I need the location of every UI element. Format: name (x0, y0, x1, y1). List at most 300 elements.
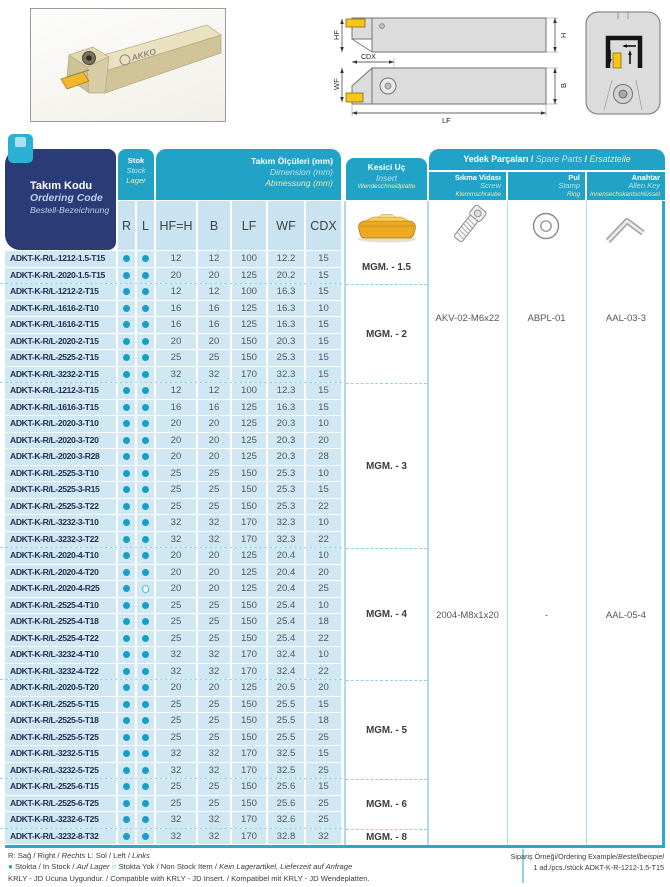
stock-dot (123, 338, 130, 345)
row-cell-l (137, 779, 154, 795)
row-code: ADKT-K-R/L-2020-2-T15 (5, 334, 116, 350)
stock-dot (142, 453, 149, 460)
row-cell-cdx: 15 (306, 268, 341, 284)
row-code: ADKT-K-R/L-2020-4-R25 (5, 581, 116, 597)
stock-dot (142, 618, 149, 625)
row-cell-b: 32 (198, 812, 230, 828)
row-cell-l (137, 334, 154, 350)
stock-header (118, 149, 154, 200)
row-cell-lf: 170 (232, 515, 266, 531)
row-cell-b: 16 (198, 301, 230, 317)
row-cell-cdx: 28 (306, 449, 341, 465)
row-code: ADKT-K-R/L-2525-6-T25 (5, 796, 116, 812)
row-cell-b: 25 (198, 631, 230, 647)
stock-dot (142, 750, 149, 757)
row-cell-lf: 170 (232, 746, 266, 762)
row-cell-wf: 25.6 (268, 796, 304, 812)
stock-dot (123, 404, 130, 411)
row-cell-lf: 150 (232, 466, 266, 482)
row-cell-hf: 20 (156, 334, 196, 350)
row-cell-hf: 16 (156, 301, 196, 317)
row-cell-cdx: 15 (306, 251, 341, 267)
stock-dot (123, 750, 130, 757)
row-cell-r (118, 829, 135, 845)
row-cell-r (118, 433, 135, 449)
row-cell-b: 20 (198, 581, 230, 597)
row-cell-wf: 20.4 (268, 581, 304, 597)
separator: / (582, 154, 590, 164)
row-cell-wf: 20.4 (268, 565, 304, 581)
stock-dot (123, 684, 130, 691)
insert-group-label: MGM. - 8 (346, 829, 427, 846)
stock-dot (142, 800, 149, 807)
screw-header-en: Screw (480, 181, 501, 191)
row-cell-lf: 125 (232, 416, 266, 432)
row-code: ADKT-K-R/L-3232-3-T22 (5, 532, 116, 548)
insert-header-de: Wendeschneidplatte (357, 183, 416, 190)
table-right-border (662, 201, 665, 845)
row-cell-cdx: 15 (306, 383, 341, 399)
row-cell-r (118, 284, 135, 300)
row-cell-l (137, 367, 154, 383)
row-cell-r (118, 746, 135, 762)
row-cell-hf: 12 (156, 251, 196, 267)
row-code: ADKT-K-R/L-3232-4-T10 (5, 647, 116, 663)
row-code: ADKT-K-R/L-2525-3-R15 (5, 482, 116, 498)
stock-dot (123, 305, 130, 312)
row-cell-cdx: 10 (306, 515, 341, 531)
row-cell-lf: 150 (232, 350, 266, 366)
non-stock-dot-legend: ○ (111, 862, 117, 872)
dim-label-wf: WF (332, 78, 341, 90)
row-code: ADKT-K-R/L-2020-4-T20 (5, 565, 116, 581)
row-code: ADKT-K-R/L-2020-3-T20 (5, 433, 116, 449)
stock-dot (123, 420, 130, 427)
separator: / (528, 154, 536, 164)
row-cell-lf: 125 (232, 565, 266, 581)
row-cell-l (137, 713, 154, 729)
spare-key-code: AAL-03-3 (605, 313, 647, 324)
row-cell-l (137, 482, 154, 498)
row-cell-l (137, 598, 154, 614)
row-code: ADKT-K-R/L-2525-2-T15 (5, 350, 116, 366)
row-code: ADKT-K-R/L-2525-3-T10 (5, 466, 116, 482)
tool-holder-photo-illustration (31, 9, 225, 121)
row-code: ADKT-K-R/L-2020-4-T10 (5, 548, 116, 564)
stock-dot (142, 602, 149, 609)
row-cell-hf: 25 (156, 614, 196, 630)
row-cell-wf: 16.3 (268, 317, 304, 333)
insert-type-column (346, 251, 427, 845)
ordering-example (511, 851, 664, 873)
row-cell-b: 25 (198, 499, 230, 515)
stock-dot (123, 569, 130, 576)
row-code: ADKT-K-R/L-1616-2-T15 (5, 317, 116, 333)
column-label-lf: LF (232, 201, 266, 250)
stock-dot (123, 635, 130, 642)
row-cell-b: 25 (198, 598, 230, 614)
stock-header-tr: Stok (127, 156, 145, 165)
row-cell-b: 32 (198, 829, 230, 845)
ring-header-tr: Pul (568, 172, 580, 182)
row-cell-lf: 125 (232, 317, 266, 333)
row-cell-l (137, 268, 154, 284)
stock-dot (123, 387, 130, 394)
row-cell-wf: 25.5 (268, 730, 304, 746)
corner-tab-icon (8, 134, 33, 163)
row-cell-lf: 125 (232, 433, 266, 449)
stock-dot (142, 783, 149, 790)
row-cell-hf: 32 (156, 829, 196, 845)
row-cell-cdx: 22 (306, 532, 341, 548)
row-cell-r (118, 581, 135, 597)
row-cell-hf: 20 (156, 548, 196, 564)
row-cell-cdx: 10 (306, 466, 341, 482)
row-cell-r (118, 466, 135, 482)
spare-screw-code: AKV-02-M6x22 (435, 313, 500, 324)
insert-group-label: MGM. - 3 (346, 383, 427, 548)
row-cell-wf: 16.3 (268, 284, 304, 300)
column-rule (427, 201, 429, 845)
row-cell-lf: 170 (232, 763, 266, 779)
row-cell-hf: 20 (156, 268, 196, 284)
insert-end-view (613, 53, 621, 68)
row-cell-l (137, 350, 154, 366)
row-code: ADKT-K-R/L-2020-3-R28 (5, 449, 116, 465)
row-cell-wf: 25.5 (268, 713, 304, 729)
row-cell-hf: 25 (156, 598, 196, 614)
row-cell-l (137, 796, 154, 812)
row-code: ADKT-K-R/L-2020-5-T20 (5, 680, 116, 696)
stock-dot (142, 734, 149, 741)
row-cell-hf: 12 (156, 383, 196, 399)
dim-label-h: H (559, 32, 568, 38)
row-cell-lf: 150 (232, 598, 266, 614)
row-cell-r (118, 598, 135, 614)
row-cell-cdx: 25 (306, 581, 341, 597)
row-cell-hf: 25 (156, 713, 196, 729)
row-cell-cdx: 15 (306, 482, 341, 498)
row-cell-cdx: 32 (306, 829, 341, 845)
row-cell-b: 25 (198, 466, 230, 482)
stock-dot (142, 767, 149, 774)
insert-group-label: MGM. - 1.5 (362, 262, 411, 273)
row-cell-b: 32 (198, 515, 230, 531)
row-cell-r (118, 350, 135, 366)
stock-dot (142, 816, 149, 823)
stock-dot (142, 552, 149, 559)
row-cell-r (118, 796, 135, 812)
row-cell-b: 20 (198, 565, 230, 581)
stock-dot (142, 354, 149, 361)
row-code: ADKT-K-R/L-2525-3-T22 (5, 499, 116, 515)
stock-dot-empty (142, 585, 150, 593)
row-cell-hf: 32 (156, 664, 196, 680)
row-cell-cdx: 25 (306, 796, 341, 812)
row-cell-l (137, 251, 154, 267)
row-cell-l (137, 433, 154, 449)
row-code: ADKT-K-R/L-2020-1.5-T15 (5, 268, 116, 284)
row-cell-hf: 25 (156, 697, 196, 713)
row-cell-b: 32 (198, 647, 230, 663)
row-cell-r (118, 614, 135, 630)
row-cell-r (118, 713, 135, 729)
stock-dot (142, 569, 149, 576)
stock-dot (142, 701, 149, 708)
row-cell-lf: 150 (232, 697, 266, 713)
row-cell-b: 20 (198, 416, 230, 432)
row-code: ADKT-K-R/L-3232-3-T10 (5, 515, 116, 531)
row-cell-cdx: 22 (306, 664, 341, 680)
row-cell-l (137, 565, 154, 581)
row-cell-hf: 20 (156, 581, 196, 597)
row-cell-b: 25 (198, 350, 230, 366)
row-cell-lf: 150 (232, 499, 266, 515)
group-separator (0, 679, 342, 680)
row-cell-b: 16 (198, 317, 230, 333)
row-cell-cdx: 25 (306, 763, 341, 779)
row-cell-lf: 125 (232, 449, 266, 465)
key-header-tr: Anahtar (631, 172, 660, 182)
row-cell-wf: 20.3 (268, 433, 304, 449)
stock-dot (123, 519, 130, 526)
stock-dot (142, 651, 149, 658)
row-code: ADKT-K-R/L-3232-6-T25 (5, 812, 116, 828)
column-label-r: R (118, 201, 135, 250)
footer-notes (8, 850, 508, 885)
screw-header-tr: Sıkma Vidası (454, 172, 501, 182)
row-cell-b: 25 (198, 713, 230, 729)
stock-dot (123, 602, 130, 609)
insert-side (346, 19, 365, 27)
row-cell-r (118, 664, 135, 680)
stock-dot (123, 734, 130, 741)
row-cell-hf: 25 (156, 466, 196, 482)
stock-dot (123, 354, 130, 361)
stock-dot (123, 437, 130, 444)
row-cell-l (137, 383, 154, 399)
row-cell-cdx: 15 (306, 697, 341, 713)
stock-dot (142, 668, 149, 675)
row-cell-b: 32 (198, 532, 230, 548)
stock-dot (142, 536, 149, 543)
row-cell-b: 20 (198, 433, 230, 449)
row-cell-hf: 32 (156, 532, 196, 548)
row-cell-cdx: 22 (306, 631, 341, 647)
row-cell-cdx: 15 (306, 284, 341, 300)
row-cell-l (137, 631, 154, 647)
row-cell-r (118, 548, 135, 564)
row-cell-cdx: 25 (306, 730, 341, 746)
row-cell-l (137, 697, 154, 713)
row-cell-b: 20 (198, 548, 230, 564)
row-code: ADKT-K-R/L-2525-5-T18 (5, 713, 116, 729)
row-cell-lf: 150 (232, 713, 266, 729)
row-cell-wf: 25.3 (268, 499, 304, 515)
row-cell-wf: 25.3 (268, 482, 304, 498)
row-cell-cdx: 10 (306, 598, 341, 614)
row-cell-lf: 170 (232, 367, 266, 383)
row-cell-hf: 12 (156, 284, 196, 300)
screw-icon (446, 203, 490, 249)
column-label-hfh: HF=H (156, 201, 196, 250)
row-cell-hf: 25 (156, 350, 196, 366)
row-cell-lf: 100 (232, 383, 266, 399)
row-cell-wf: 32.5 (268, 746, 304, 762)
stock-dot (142, 321, 149, 328)
insert-header-en: Insert (376, 172, 397, 183)
stock-dot (123, 816, 130, 823)
dim-label-hf: HF (332, 30, 341, 40)
row-cell-wf: 32.5 (268, 763, 304, 779)
row-cell-lf: 100 (232, 284, 266, 300)
group-separator (0, 547, 342, 548)
footer-note-line: ● Stokta / In Stock / Auf Lager ○ Stokta Yok / Non Stock Item / Kein Lagerartikel, Lieferzeit auf Anfrage (8, 862, 353, 872)
row-code: ADKT-K-R/L-3232-5-T15 (5, 746, 116, 762)
row-cell-lf: 125 (232, 548, 266, 564)
row-cell-lf: 125 (232, 301, 266, 317)
brand-logo: AKKO (130, 46, 158, 63)
row-cell-hf: 32 (156, 746, 196, 762)
row-cell-wf: 25.6 (268, 779, 304, 795)
row-cell-cdx: 22 (306, 499, 341, 515)
insert-group-label: MGM. - 5 (346, 680, 427, 779)
row-cell-lf: 125 (232, 268, 266, 284)
row-cell-cdx: 15 (306, 400, 341, 416)
stock-header-en: Stock (126, 165, 146, 175)
row-cell-cdx: 18 (306, 614, 341, 630)
row-cell-b: 25 (198, 779, 230, 795)
row-cell-r (118, 334, 135, 350)
row-cell-lf: 100 (232, 251, 266, 267)
row-cell-b: 25 (198, 614, 230, 630)
row-cell-r (118, 367, 135, 383)
row-cell-cdx: 15 (306, 334, 341, 350)
row-cell-cdx: 15 (306, 317, 341, 333)
stock-dot (142, 437, 149, 444)
dim-header-tr: Takım Ölçüleri (mm) (251, 156, 333, 166)
code-header-de: Bestell-Bezeichnung (30, 205, 110, 216)
row-cell-l (137, 829, 154, 845)
column-rule (507, 201, 509, 845)
row-cell-r (118, 812, 135, 828)
row-cell-wf: 32.3 (268, 367, 304, 383)
row-cell-hf: 25 (156, 730, 196, 746)
row-cell-lf: 150 (232, 796, 266, 812)
row-cell-wf: 20.2 (268, 268, 304, 284)
row-cell-l (137, 449, 154, 465)
row-code: ADKT-K-R/L-2525-4-T10 (5, 598, 116, 614)
row-cell-cdx: 25 (306, 812, 341, 828)
dimension-drawing (332, 6, 572, 125)
ordering-example-line: Sipariş Örneği/Ordering Example/Bestellbeispiel (510, 852, 664, 861)
spare-key-code: AAL-05-4 (605, 610, 647, 621)
row-cell-cdx: 10 (306, 301, 341, 317)
code-header-tr: Takım Kodu (30, 180, 93, 192)
row-cell-cdx: 10 (306, 647, 341, 663)
row-cell-l (137, 400, 154, 416)
row-cell-r (118, 449, 135, 465)
footer-note-line: R: Sağ / Right / Rechts L: Sol / Left / Links (8, 851, 150, 860)
row-cell-cdx: 18 (306, 713, 341, 729)
row-cell-b: 32 (198, 664, 230, 680)
row-cell-l (137, 614, 154, 630)
row-cell-wf: 32.4 (268, 647, 304, 663)
row-cell-hf: 25 (156, 779, 196, 795)
row-cell-wf: 12.2 (268, 251, 304, 267)
row-cell-hf: 20 (156, 680, 196, 696)
in-stock-dot-legend: ● (8, 862, 13, 872)
row-cell-l (137, 301, 154, 317)
row-cell-hf: 20 (156, 416, 196, 432)
row-cell-b: 16 (198, 400, 230, 416)
row-cell-l (137, 317, 154, 333)
row-cell-b: 25 (198, 697, 230, 713)
spare-header-en: Spare Parts (535, 154, 583, 164)
row-cell-r (118, 499, 135, 515)
row-cell-r (118, 647, 135, 663)
row-cell-b: 25 (198, 730, 230, 746)
insert-group-label: MGM. - 6 (346, 779, 427, 829)
group-separator (0, 382, 342, 383)
stock-dot (142, 519, 149, 526)
row-cell-wf: 20.3 (268, 416, 304, 432)
column-label-wf: WF (268, 201, 304, 250)
stock-dot (142, 404, 149, 411)
row-cell-l (137, 532, 154, 548)
end-view-drawing (580, 6, 666, 120)
row-cell-r (118, 697, 135, 713)
row-cell-r (118, 779, 135, 795)
dim-header-de: Abmessung (mm) (265, 178, 333, 189)
row-cell-hf: 25 (156, 796, 196, 812)
row-cell-wf: 16.3 (268, 400, 304, 416)
row-cell-b: 32 (198, 746, 230, 762)
row-cell-wf: 32.8 (268, 829, 304, 845)
row-cell-b: 32 (198, 367, 230, 383)
row-cell-r (118, 416, 135, 432)
column-rule (344, 201, 346, 845)
row-cell-b: 12 (198, 284, 230, 300)
group-separator (0, 283, 342, 284)
spare-ring-code: - (544, 610, 549, 621)
row-cell-wf: 32.6 (268, 812, 304, 828)
product-photo (30, 8, 226, 122)
row-cell-wf: 25.4 (268, 614, 304, 630)
stock-dot (142, 387, 149, 394)
row-cell-wf: 32.4 (268, 664, 304, 680)
stock-dot (123, 503, 130, 510)
column-rule (586, 201, 588, 845)
row-cell-cdx: 10 (306, 548, 341, 564)
insert-header-tr: Kesici Uç (367, 162, 406, 172)
stock-dot (123, 668, 130, 675)
row-code: ADKT-K-R/L-3232-2-T15 (5, 367, 116, 383)
row-code: ADKT-K-R/L-3232-5-T25 (5, 763, 116, 779)
stock-dot (123, 288, 130, 295)
column-label-b: B (198, 201, 230, 250)
ordering-code-header (5, 149, 116, 250)
spare-screw-code: 2004-M8x1x20 (436, 610, 499, 621)
row-cell-lf: 170 (232, 829, 266, 845)
row-cell-l (137, 581, 154, 597)
stock-dot (123, 272, 130, 279)
stock-dot (123, 536, 130, 543)
ring-header-de: Ring (567, 191, 580, 199)
ordering-example-line: 1 ad./pcs./stück ADKT-K-R-1212-1.5-T15 (533, 863, 664, 873)
row-cell-cdx: 15 (306, 350, 341, 366)
stock-dot (123, 800, 130, 807)
